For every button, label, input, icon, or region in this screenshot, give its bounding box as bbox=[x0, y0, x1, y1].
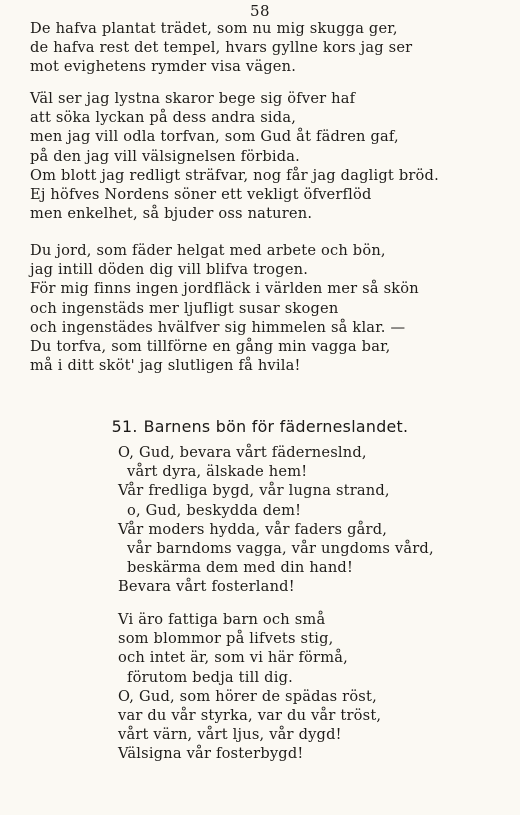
verse-line: Du jord, som fäder helgat med arbete och bön, bbox=[30, 242, 386, 259]
verse-line: vårt dyra, älskade hem! bbox=[127, 463, 308, 481]
stanza-2 bbox=[30, 89, 439, 223]
verse-line: Vi äro fattiga barn och små bbox=[118, 611, 326, 628]
verse-line: Vår fredliga bygd, vår lugna strand, bbox=[118, 482, 390, 500]
verse-line: Väl ser jag lystna skaror bege sig öfver haf bbox=[30, 90, 356, 107]
poem-heading bbox=[0, 417, 520, 436]
verse-line: förutom bedja till dig. bbox=[127, 668, 293, 686]
verse-line: Bevara vårt fosterland! bbox=[118, 578, 295, 596]
verse-line: o, Gud, beskydda dem! bbox=[127, 501, 302, 519]
verse-line: men jag vill odla torfvan, som Gud åt fädren gaf, bbox=[30, 128, 399, 146]
verse-line: Vår moders hydda, vår faders gård, bbox=[118, 520, 388, 538]
verse-line: som blommor på lifvets stig, bbox=[118, 630, 334, 648]
verse-line: jag intill döden dig vill blifva trogen. bbox=[30, 261, 309, 279]
verse-line: och intet är, som vi här förmå, bbox=[118, 649, 348, 667]
page-number: 58 bbox=[249, 2, 271, 20]
poem-title: Barnens bön för fäderneslandet. bbox=[143, 417, 409, 436]
verse-line: De hafva plantat trädet, som nu mig skugga ger, bbox=[30, 20, 398, 37]
verse-line: var du vår styrka, var du vår tröst, bbox=[118, 707, 382, 725]
verse-line: och ingenstädes hvälfver sig himmelen så klar. — bbox=[30, 318, 406, 336]
stanza-3 bbox=[30, 241, 419, 375]
verse-line: vår barndoms vagga, vår ungdoms vård, bbox=[127, 540, 434, 558]
verse-line: Välsigna vår fosterbygd! bbox=[118, 745, 304, 763]
poem-number: 51. bbox=[111, 417, 138, 436]
poem-stanza-2 bbox=[118, 610, 381, 764]
verse-line: Du torfva, som tillförne en gång min vagga bar, bbox=[30, 338, 391, 356]
verse-line: Ej höfves Nordens söner ett vekligt öfverflöd bbox=[30, 186, 372, 204]
verse-line: må i ditt sköt' jag slutligen få hvila! bbox=[30, 357, 301, 375]
verse-line: O, Gud, som hörer de spädas röst, bbox=[118, 687, 377, 705]
verse-line: på den jag vill välsignelsen förbida. bbox=[30, 147, 301, 165]
verse-line: vårt värn, vårt ljus, vår dygd! bbox=[118, 726, 342, 744]
verse-line: För mig finns ingen jordfläck i världen mer så skön bbox=[30, 280, 419, 298]
poem-stanza-1 bbox=[118, 443, 434, 597]
verse-line: O, Gud, bevara vårt fäderneslnd, bbox=[118, 444, 367, 461]
verse-line: Om blott jag redligt sträfvar, nog får jag dagligt bröd. bbox=[30, 166, 439, 184]
stanza-1 bbox=[30, 19, 412, 77]
verse-line: de hafva rest det tempel, hvars gyllne kors jag ser bbox=[30, 39, 413, 57]
verse-line: mot evighetens rymder visa vägen. bbox=[30, 58, 297, 76]
verse-line: att söka lyckan på dess andra sida, bbox=[30, 109, 297, 127]
verse-line: och ingenstäds mer ljufligt susar skogen bbox=[30, 299, 339, 317]
verse-line: men enkelhet, så bjuder oss naturen. bbox=[30, 205, 313, 223]
verse-line: beskärma dem med din hand! bbox=[127, 559, 354, 577]
